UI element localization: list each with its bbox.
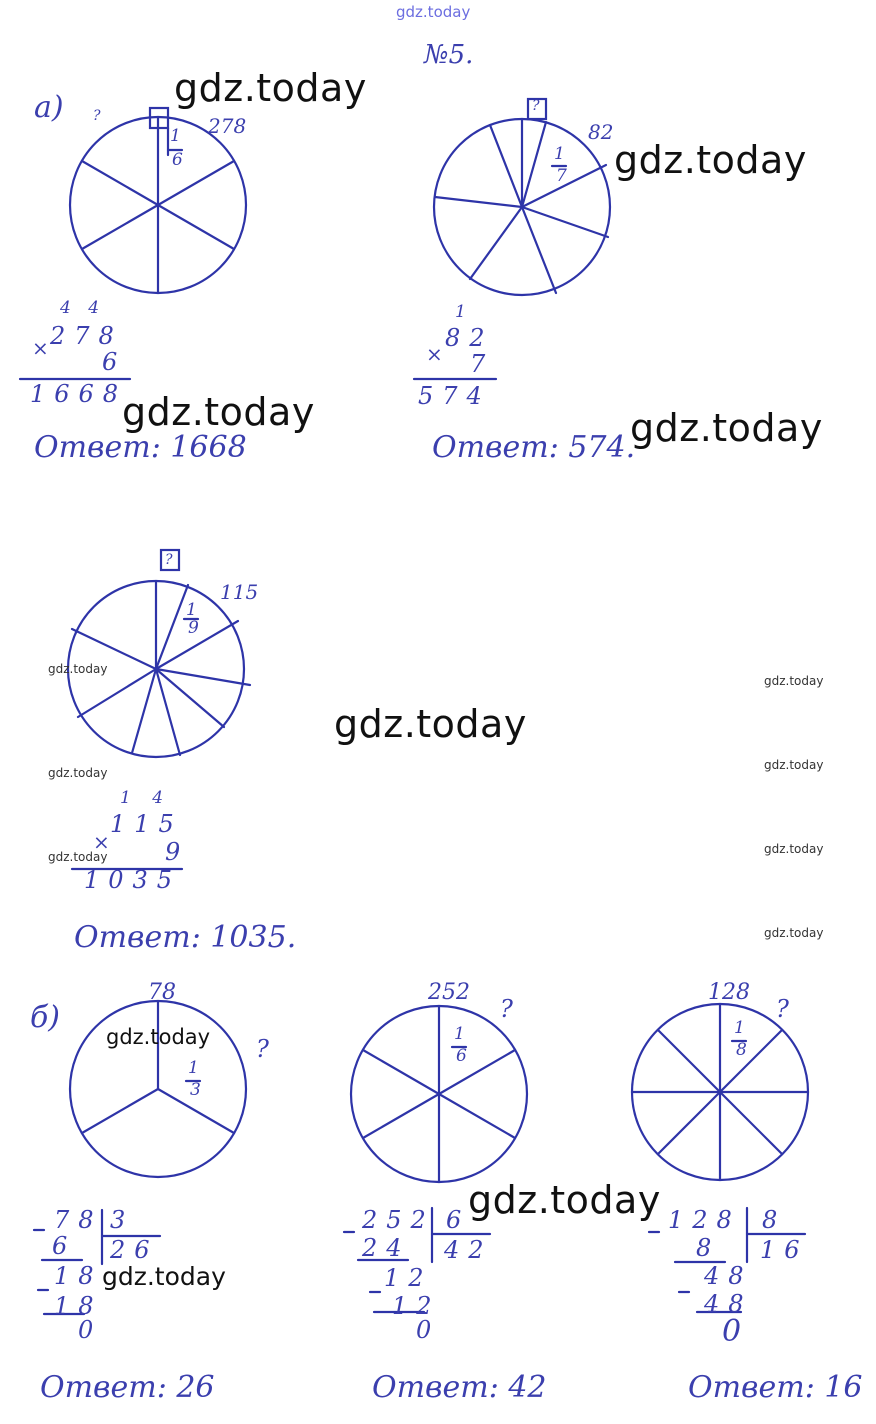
- dividend-b2: 252: [362, 1206, 435, 1234]
- remainder1-b1: 18: [54, 1262, 103, 1290]
- divisor-b2: 6: [446, 1206, 471, 1234]
- answer-b1: Ответ: 26: [40, 1370, 215, 1405]
- fraction-bar-a1: [166, 148, 186, 152]
- remainder1-b3: 48: [704, 1262, 753, 1290]
- watermark-small-1: gdz.today: [48, 662, 108, 676]
- watermark-small-7: gdz.today: [764, 926, 824, 940]
- multiplicand-a2: 82: [445, 324, 494, 352]
- watermark-7: gdz.today: [106, 1025, 211, 1049]
- subtrahend1-b3: 8: [696, 1234, 721, 1262]
- watermark-4: gdz.today: [630, 406, 823, 450]
- part-a-label: а): [34, 90, 64, 125]
- fraction-num-b2: 1: [454, 1024, 465, 1044]
- remainder1-b2: 12: [384, 1264, 433, 1292]
- fraction-den-b3: 8: [736, 1040, 747, 1060]
- multiplicand-a1: 278: [50, 322, 123, 350]
- fraction-bar-a2: [550, 164, 570, 168]
- fraction-num-a2: 1: [554, 144, 565, 164]
- fraction-den-b2: 6: [456, 1046, 467, 1066]
- problem-number: №5.: [424, 40, 474, 70]
- watermark-1: gdz.today: [174, 66, 367, 110]
- fraction-num-b3: 1: [734, 1018, 745, 1038]
- total-label-b2: 252: [428, 980, 470, 1005]
- fraction-den-a3: 9: [188, 618, 199, 638]
- part-b-label: б): [30, 1000, 61, 1035]
- multiplier-a1: 6: [102, 348, 127, 376]
- multiplier-a2: 7: [470, 350, 495, 378]
- fraction-num-b1: 1: [188, 1058, 199, 1078]
- quotient-b1: 26: [110, 1236, 159, 1264]
- answer-a3: Ответ: 1035.: [74, 920, 297, 955]
- watermark-small-6: gdz.today: [764, 842, 824, 856]
- subtrahend2-b1: 18: [54, 1292, 103, 1320]
- fraction-bar-b1: [184, 1079, 204, 1083]
- fraction-den-a1: 6: [172, 150, 183, 170]
- total-label-a1: 278: [208, 114, 247, 138]
- answer-a2: Ответ: 574.: [432, 430, 636, 465]
- carry-a1: 4 4: [60, 298, 106, 318]
- question-mark-a3: ?: [165, 552, 173, 568]
- multiplicand-a3: 115: [110, 810, 183, 838]
- times-sign-a1: ×: [32, 336, 49, 360]
- dividend-b3: 128: [668, 1206, 741, 1234]
- watermark-small-2: gdz.today: [48, 766, 108, 780]
- total-label-a2: 82: [588, 120, 614, 144]
- carry-a2: 1: [455, 302, 466, 322]
- quotient-b3: 16: [760, 1236, 809, 1264]
- subtrahend2-b3: 48: [704, 1290, 753, 1318]
- quotient-b2: 42: [444, 1236, 493, 1264]
- product-a3: 1035: [84, 866, 182, 894]
- dividend-b1: 78: [54, 1206, 103, 1234]
- subtrahend2-b2: 12: [392, 1292, 441, 1320]
- watermark-small-3: gdz.today: [48, 850, 108, 864]
- product-a2: 574: [418, 382, 491, 410]
- total-label-b1: 78: [148, 980, 176, 1005]
- fraction-bar-a3: [182, 617, 202, 621]
- fraction-den-b1: 3: [190, 1080, 201, 1100]
- multiplier-a3: 9: [165, 838, 190, 866]
- carry-a3: 1 4: [120, 788, 172, 808]
- subtrahend1-b1: 6: [52, 1232, 77, 1260]
- answer-b2: Ответ: 42: [372, 1370, 547, 1405]
- fraction-bar-b3: [730, 1039, 750, 1043]
- remainder2-b2: 0: [416, 1316, 441, 1344]
- question-mark-a2: ?: [532, 98, 540, 114]
- watermark-6: gdz.today: [468, 1178, 661, 1222]
- fraction-den-a2: 7: [556, 166, 567, 186]
- total-label-b3: 128: [708, 980, 750, 1005]
- divisor-b3: 8: [762, 1206, 787, 1234]
- circle-diagram-a3: [60, 545, 260, 765]
- times-sign-a2: ×: [426, 342, 443, 366]
- subtrahend1-b2: 24: [362, 1234, 411, 1262]
- question-mark-a1: ?: [93, 108, 101, 124]
- total-label-a3: 115: [220, 580, 259, 604]
- watermark-small-5: gdz.today: [764, 758, 824, 772]
- remainder2-b1: 0: [78, 1316, 103, 1344]
- fraction-num-a1: 1: [170, 126, 181, 146]
- watermark-5: gdz.today: [334, 702, 527, 746]
- circle-diagram-b3: [628, 1000, 828, 1200]
- circle-diagram-b2: [345, 1000, 545, 1200]
- answer-a1: Ответ: 1668: [34, 430, 247, 465]
- watermark-top: gdz.today: [396, 3, 471, 21]
- watermark-3: gdz.today: [122, 390, 315, 434]
- product-a1: 1668: [30, 380, 128, 408]
- watermark-8: gdz.today: [102, 1262, 226, 1291]
- remainder2-b3: 0: [722, 1314, 751, 1349]
- watermark-small-4: gdz.today: [764, 674, 824, 688]
- times-sign-a3: ×: [93, 830, 110, 854]
- divisor-b1: 3: [110, 1206, 135, 1234]
- fraction-num-a3: 1: [186, 600, 197, 620]
- question-mark-b1: ?: [256, 1035, 269, 1063]
- answer-b3: Ответ: 16: [688, 1370, 863, 1405]
- question-mark-b2: ?: [500, 995, 513, 1023]
- watermark-2: gdz.today: [614, 138, 807, 182]
- fraction-bar-b2: [450, 1045, 470, 1049]
- question-mark-b3: ?: [776, 995, 789, 1023]
